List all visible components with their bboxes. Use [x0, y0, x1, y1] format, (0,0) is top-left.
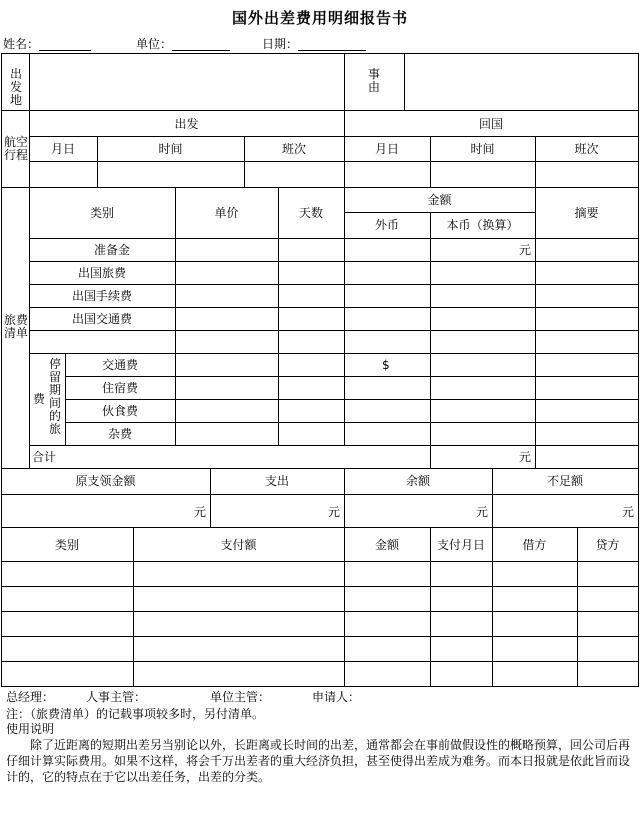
expense-foreign-header: 外币 [374, 218, 399, 232]
return-monthday-header: 月日 [374, 142, 399, 156]
date-blank[interactable] [298, 38, 366, 51]
spent-yuan: 元 [328, 505, 341, 519]
stay-expense-label: 停 留 期 间 的 旅 [48, 357, 61, 436]
expense-summary-header: 摘要 [574, 206, 599, 220]
shortage-header: 不足额 [546, 474, 583, 488]
advance-yuan: 元 [194, 505, 207, 519]
depart-flightno-header: 班次 [281, 142, 306, 156]
stay-expense-label-extra: 费 [33, 392, 46, 406]
return-time-header: 时间 [470, 142, 495, 156]
depart-time-header: 时间 [158, 142, 183, 156]
expense-amount-header: 金额 [427, 193, 452, 207]
payment-credit-header: 贷方 [595, 538, 620, 552]
payment-category-header: 类别 [54, 538, 79, 552]
expense-category-header: 类别 [89, 206, 114, 220]
payment-amount-header: 金额 [374, 538, 399, 552]
expense-unitprice-header: 单价 [214, 206, 239, 220]
stay-row-label: 交通费 [101, 358, 138, 372]
flight-return-header: 回国 [478, 117, 503, 131]
expense-section-label: 旅费清单 [4, 313, 29, 340]
expense-row-label: 出国手续费 [71, 289, 132, 303]
form-title: 国外出差费用明细报告书 [231, 9, 408, 27]
depart-place-label: 出发地 [9, 67, 22, 107]
flight-depart-header: 出发 [174, 117, 199, 131]
expense-row-label: 准备金 [93, 243, 130, 257]
note-text: 注：（旅费清单）的记载事项较多时，另付清单。 [6, 707, 265, 721]
dollar-sign: $ [382, 358, 390, 372]
usage-title: 使用说明 [6, 722, 55, 736]
expense-days-header: 天数 [298, 206, 323, 220]
total-yuan-unit: 元 [519, 450, 532, 464]
date-field [262, 37, 366, 51]
expense-row-label: 出国旅费 [77, 266, 126, 280]
hr-signature-label: 人事主管： [86, 690, 147, 704]
stay-row-label: 伙食费 [101, 404, 138, 418]
payment-debit-header: 借方 [522, 538, 547, 552]
advance-amount-header: 原支领金额 [75, 474, 136, 488]
name-blank[interactable] [39, 38, 91, 51]
expense-local-header: 本币（换算） [446, 218, 519, 232]
unit-label: 单位： [136, 37, 173, 51]
stay-row-label: 杂费 [107, 427, 132, 441]
depart-monthday-header: 月日 [50, 142, 75, 156]
name-field [3, 37, 91, 51]
payment-date-header: 支付月日 [436, 538, 485, 552]
unit-head-signature-label: 单位主管： [210, 690, 271, 704]
spent-header: 支出 [264, 474, 289, 488]
shortage-yuan: 元 [622, 505, 635, 519]
reason-label: 事由 [367, 67, 380, 94]
balance-header: 余额 [405, 474, 430, 488]
applicant-signature-label: 申请人： [312, 690, 361, 704]
flight-label: 航空行程 [4, 135, 29, 162]
date-label: 日期： [262, 37, 299, 51]
name-label: 姓名： [3, 37, 40, 51]
expense-row-label: 出国交通费 [71, 312, 132, 326]
payment-amount-paid-header: 支付额 [220, 538, 257, 552]
return-flightno-header: 班次 [574, 142, 599, 156]
unit-field [136, 37, 230, 51]
gm-signature-label: 总经理： [6, 690, 55, 704]
balance-yuan: 元 [476, 505, 489, 519]
expense-total-label: 合计 [32, 450, 57, 464]
usage-paragraph: 除了近距离的短期出差另当别论以外，长距离或长时间的出差，通常都会在事前做假设性的概略预算，回公司后再仔细计算实际费用。如果不这样，将会千万出差者的重大经济负担，甚至使得出差成为难务。而本日报就是依此旨而设计的，它的特点在于它以出差任务，出差的分类。 [6, 738, 631, 784]
yuan-unit: 元 [519, 243, 532, 257]
unit-blank[interactable] [172, 38, 230, 51]
stay-row-label: 住宿费 [101, 381, 138, 395]
